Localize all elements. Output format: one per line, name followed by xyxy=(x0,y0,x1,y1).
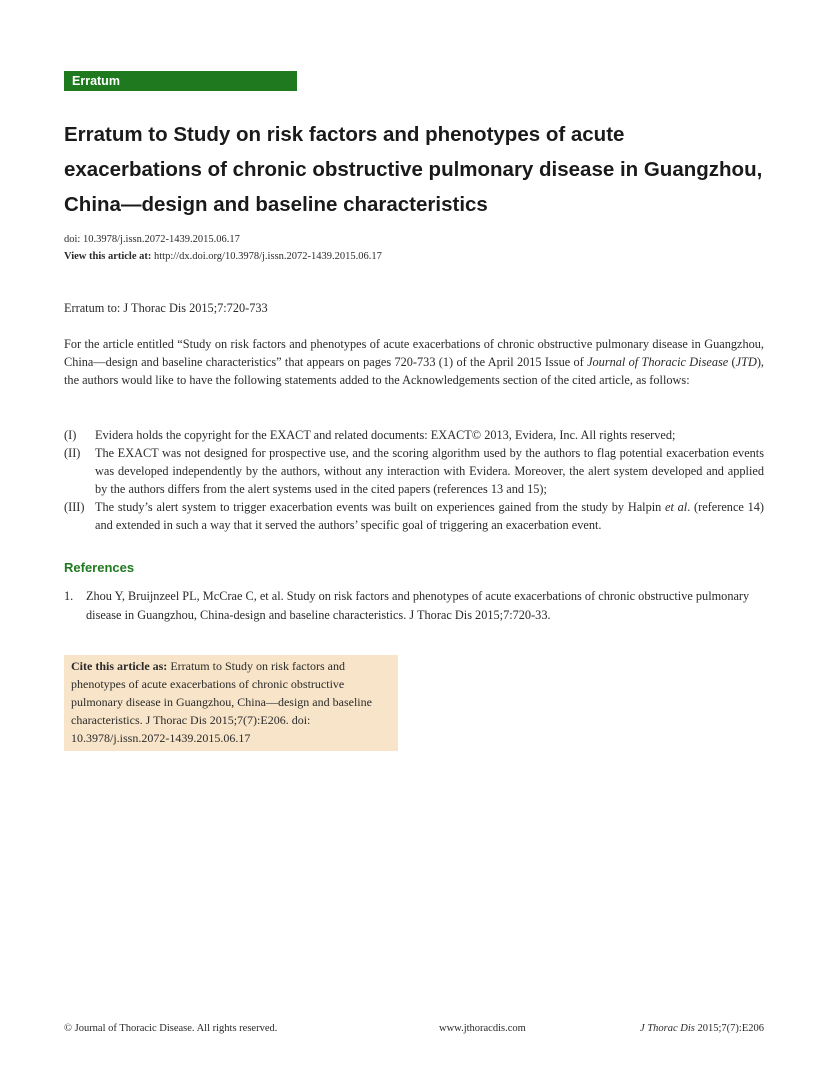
journal-name: Journal of Thoracic Disease xyxy=(587,355,729,369)
statement-text-after: . (reference 14) and extended in such a way that it served the authors’ specific goal of triggering an exacerbation event. xyxy=(95,500,764,532)
reference-number: 1. xyxy=(64,589,74,603)
article-title: Erratum to Study on risk factors and phenotypes of acute exacerbations of chronic obstructive pulmonary disease in Guangzhou, China—design and baseline characteristics xyxy=(64,123,763,216)
cite-label: Cite this article as: xyxy=(71,659,168,673)
reference-item xyxy=(64,587,764,625)
statement-item xyxy=(64,498,764,534)
view-article-link[interactable]: http://dx.doi.org/10.3978/j.issn.2072-1439.2015.06.17 xyxy=(154,251,382,262)
statement-number: (I) xyxy=(64,428,77,442)
cite-text: Erratum to Study on risk factors and phenotypes of acute exacerbations of chronic obstructive pulmonary disease in Guangzhou, China—design and baseline characteristics. J Thorac Dis 2015;7(7):E206. doi: 10.3978/j.issn.2072-1439.2015.06.17 xyxy=(71,659,372,745)
statement-text-italic: et al xyxy=(665,500,688,514)
view-article-label: View this article at: xyxy=(64,251,152,262)
footer-issue: 2015;7(7):E206 xyxy=(694,1023,764,1034)
statement-list xyxy=(64,426,764,534)
footer-copyright: © Journal of Thoracic Disease. All rights reserved. xyxy=(64,1023,278,1034)
cite-box xyxy=(64,655,398,751)
doi-line: doi: 10.3978/j.issn.2072-1439.2015.06.17 xyxy=(64,234,240,245)
statement-number: (III) xyxy=(64,500,85,514)
statement-text: The EXACT was not designed for prospective use, and the scoring algorithm used by the authors to flag potential exacerbation events was developed independently by the authors, without any interaction with Evidera. Moreover, the alert system developed and applied by the authors differs from the alert systems used in the cited papers (references 13 and 15); xyxy=(95,446,764,496)
view-article-line xyxy=(64,249,382,265)
intro-text-3: ), the authors would like to have the following statements added to the Acknowledgements section of the cited article, as follows: xyxy=(64,355,764,387)
footer-journal-abbr: J Thorac Dis xyxy=(640,1023,695,1034)
statement-number: (II) xyxy=(64,446,81,460)
intro-text-1: For the article entitled “Study on risk factors and phenotypes of acute exacerbations of chronic obstructive pulmonary disease in Guangzhou, China—design and baseline characteristics” that appears on pages 720-733 (1) of the April 2015 Issue of xyxy=(64,337,764,369)
journal-abbr: JTD xyxy=(735,355,757,369)
footer-citation xyxy=(640,1022,764,1036)
references-heading: References xyxy=(64,560,135,575)
statement-text: Evidera holds the copyright for the EXACT and related documents: EXACT© 2013, Evidera, Inc. All rights reserved; xyxy=(95,428,676,442)
intro-paragraph xyxy=(64,335,764,389)
statement-item xyxy=(64,426,764,444)
statement-text xyxy=(95,500,764,532)
erratum-to-line: Erratum to: J Thorac Dis 2015;7:720-733 xyxy=(64,301,268,315)
statement-item xyxy=(64,444,764,498)
intro-text-2: ( xyxy=(728,355,736,369)
footer-website[interactable]: www.jthoracdis.com xyxy=(439,1023,526,1034)
reference-text: Zhou Y, Bruijnzeel PL, McCrae C, et al. Study on risk factors and phenotypes of acute exacerbations of chronic obstructive pulmonary disease in Guangzhou, China-design and baseline characteristics. J Thorac Dis 2015;7:720-33. xyxy=(86,589,750,622)
section-label: Erratum xyxy=(64,71,297,91)
reference-list xyxy=(64,587,764,625)
statement-text-before: The study’s alert system to trigger exacerbation events was built on experiences gained from the study by Halpin xyxy=(95,500,666,514)
